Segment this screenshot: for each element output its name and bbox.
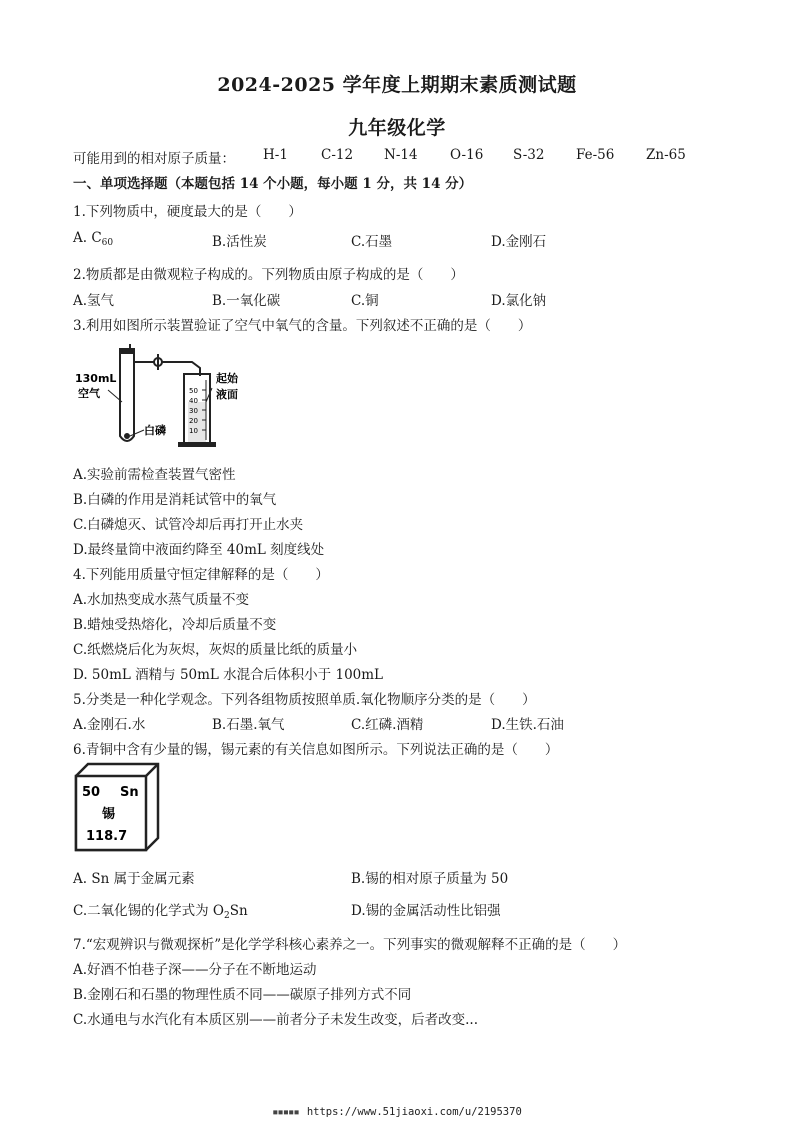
volume-label: 130mL — [75, 372, 117, 385]
q3-option-c: C.白磷熄灭、试管冷却后再打开止水夹 — [73, 517, 304, 533]
scale-40: 40 — [189, 397, 198, 405]
atomic-masses — [73, 147, 686, 167]
q6-option-c: C.二氧化锡的化学式为 $O_2Sn$ — [73, 903, 248, 921]
exam-subtitle: 九年级化学 — [348, 117, 446, 139]
q2-option-d: D.氯化钠 — [491, 293, 547, 309]
section-heading: 一、单项选择题（本题包括 14 个小题，每小题 1 分，共 14 分） — [73, 176, 473, 192]
q2-stem: 2.物质都是由微观粒子构成的。下列物质由原子构成的是（ ） — [73, 267, 464, 283]
q6-options-row2 — [73, 899, 713, 919]
mass-o: O-16 — [450, 147, 484, 163]
mass-s: S-32 — [513, 147, 545, 163]
q6-option-a: A. Sn 属于金属元素 — [73, 871, 195, 887]
element-name: 锡 — [102, 807, 116, 822]
q4-option-c: C.纸燃烧后化为灰烬，灰烬的质量比纸的质量小 — [73, 642, 358, 658]
scale-30: 30 — [189, 407, 198, 415]
scale-50: 50 — [189, 387, 198, 395]
element-symbol: Sn — [120, 785, 139, 800]
q3-option-d: D.最终量筒中液面约降至 40mL 刻度线处 — [73, 542, 325, 558]
exam-title: 2024-2025 学年度上期期末素质测试题 — [217, 74, 577, 96]
q3-option-a: A.实验前需检查装置气密性 — [73, 467, 236, 483]
q2-option-b: B.一氧化碳 — [212, 293, 281, 309]
q2-option-a: A.氢气 — [73, 293, 115, 309]
q4-option-a: A.水加热变成水蒸气质量不变 — [73, 592, 250, 608]
atomic-masses-label: 可能用到的相对原子质量： — [73, 151, 235, 167]
q6-option-d: D.锡的金属活动性比铝强 — [351, 903, 501, 919]
q6-option-b: B.锡的相对原子质量为 50 — [351, 871, 509, 887]
footer-dots: ▪▪▪▪▪ — [272, 1106, 299, 1118]
q1-option-d: D.金刚石 — [491, 234, 547, 250]
mass-h: H-1 — [263, 147, 288, 163]
q4-stem: 4.下列能用质量守恒定律解释的是（ ） — [73, 567, 329, 583]
footer-url[interactable]: https://www.51jiaoxi.com/u/2195370 — [306, 1106, 522, 1118]
mass-fe: Fe-56 — [576, 147, 615, 163]
q5-option-d: D.生铁.石油 — [491, 717, 564, 733]
q7-option-b: B.金刚石和石墨的物理性质不同——碳原子排列方式不同 — [73, 987, 412, 1003]
q4-option-d: D. 50mL 酒精与 50mL 水混合后体积小于 100mL — [73, 667, 384, 683]
air-label: 空气 — [78, 387, 100, 400]
q1-stem: 1.下列物质中，硬度最大的是（ ） — [73, 204, 302, 220]
q3-option-b: B.白磷的作用是消耗试管中的氧气 — [73, 492, 277, 508]
q5-stem: 5.分类是一种化学观念。下列各组物质按照单质.氧化物顺序分类的是（ ） — [73, 692, 536, 708]
q6-tin-element-card — [72, 762, 162, 854]
q6-stem: 6.青铜中含有少量的锡，锡元素的有关信息如图所示。下列说法正确的是（ ） — [73, 742, 559, 758]
q5-options — [73, 713, 713, 733]
q4-option-b: B.蜡烛受热熔化，冷却后质量不变 — [73, 617, 277, 633]
q1-option-a: A. $C_{60}$ — [73, 230, 114, 248]
footer-watermark — [0, 1106, 794, 1118]
tube-stopper — [119, 348, 135, 354]
start-level-label-1: 起始 — [216, 372, 238, 385]
q6-options-row1 — [73, 867, 713, 887]
q2-option-c: C.铜 — [351, 293, 379, 309]
mass-c: C-12 — [321, 147, 354, 163]
test-tube — [120, 354, 134, 441]
q1-option-c: C.石墨 — [351, 234, 393, 250]
start-level-label-2: 液面 — [216, 388, 238, 401]
q7-stem: 7.“宏观辨识与微观探析”是化学学科核心素养之一。下列事实的微观解释不正确的是（ ） — [73, 937, 627, 953]
scale-10: 10 — [189, 427, 198, 435]
q7-option-c: C.水通电与水汽化有本质区别——前者分子未发生改变，后者改变... — [73, 1012, 479, 1028]
q7-option-a: A.好酒不怕巷子深——分子在不断地运动 — [73, 962, 317, 978]
q3-apparatus-figure — [72, 342, 257, 450]
q1-option-b: B.活性炭 — [212, 234, 267, 250]
mass-n: N-14 — [384, 147, 418, 163]
q5-option-c: C.红磷.酒精 — [351, 717, 424, 733]
q5-option-b: B.石墨.氧气 — [212, 717, 285, 733]
q3-stem: 3.利用如图所示装置验证了空气中氧气的含量。下列叙述不正确的是（ ） — [73, 318, 532, 334]
q1-options — [73, 230, 713, 250]
q2-options — [73, 289, 713, 309]
mass-zn: Zn-65 — [646, 147, 686, 163]
element-mass: 118.7 — [86, 829, 128, 844]
scale-20: 20 — [189, 417, 198, 425]
element-number: 50 — [82, 785, 101, 800]
phosphorus-label: 白磷 — [144, 424, 166, 437]
q5-option-a: A.金刚石.水 — [73, 717, 146, 733]
phosphorus-piece — [124, 433, 130, 439]
